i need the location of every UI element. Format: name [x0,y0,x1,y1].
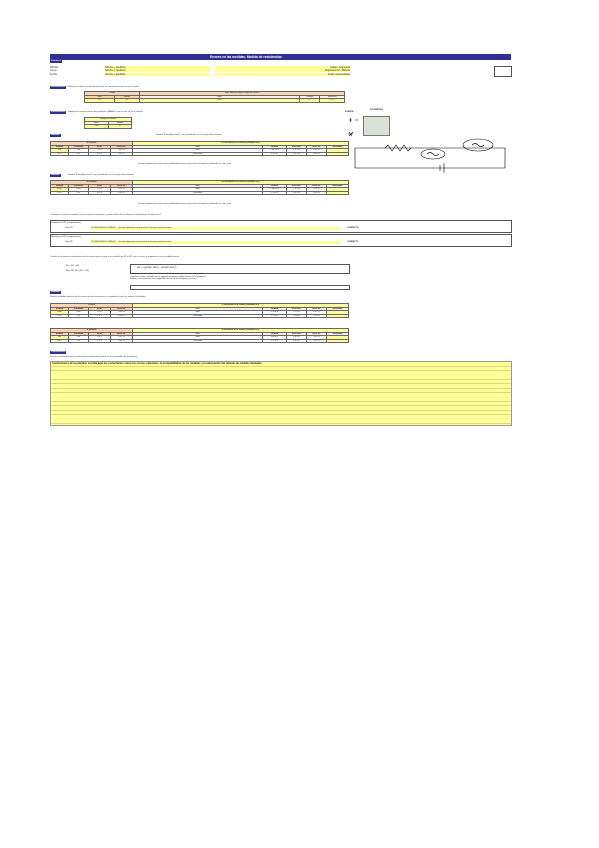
section-tag: Medidas [51,291,60,293]
meter-label: POLÍMETRO [370,109,384,111]
section-text: Realice 5 medidas de R1 con el polímetro en el rango seleccionado [156,134,222,136]
circuit-diagram [345,114,515,174]
circuit-wires [348,118,505,173]
formula-series: Rs = R1 + R2 [66,265,80,267]
conclusions-textarea[interactable] [50,361,512,426]
combo-answer-box[interactable] [130,285,350,290]
table-row: Rp ± 0.3 0.1 % 0.05 % Calculado ± 0.3 Ω ± 0.3 Ω 0.05 % [51,339,349,343]
measurement-table-parallel: R paralelo R calculada en la escala (OHMÍMETRO) Medida Promedio Error Error rel. Valor Medida Error abs. Error rel. Resultado 500 500 ± 0.3 0.05 % Valor 500.0 Ω ± 0.3 Ω 0.05 % Rp ± 0.3 0.1 % 0.05 % Calculado ± 0.3 Ω ± 0.3 Ω 0.05 % [50,328,349,343]
code-cell[interactable]: R1 [85,99,115,103]
name-field[interactable]: Nombre y apellidos [105,66,210,69]
source-label: FUENTE [345,111,354,113]
range-table: Rango de medida Valor Unidad 2 000 Ω [84,117,132,129]
measurement-table-r2: R2 directa R2 calculado en la escala (OHMÍMETRO) Medida Promedio Error Error rel. Valor Medida Error abs. Error rel. Resultado 1002 1002 ± 0.5 0.05 % Valor 1 000.0 Ω ± 0.5 Ω 0.05 % R2 ± 0.5 0.2 % 0.05 % Calculado ± 0.5 Ω ± 0.5 Ω 0.05 % [50,180,349,195]
table-row: R1 ± 0.5 0.2 % 0.05 % Calculado ± 0.5 Ω ± 0.5 Ω 0.05 % [51,152,349,156]
combo-intro: Calcule la resistencia equivalente de la asociación en serie y en paralelo de R1 y R2, con su error, y compárela con la medida directa [50,256,180,258]
conclusions-first-line: Conclusiones de la práctica: escriba aquí los comentarios sobre los errores obtenidos, la compatibilidad de las medidas y la adecuación del método de medida empleado [52,362,262,365]
compare-r2-box: Resistencia R2 (comparación) Valor R2 R2 MEDIDA EN EL RANGO … El valor obtenido está dentro de la tolerancia del fabricante CORRECTO [50,234,512,247]
degree-field[interactable]: Grado / Asignatura [215,66,350,69]
compare-r2-answer[interactable]: R2 MEDIDA EN EL RANGO … El valor obtenido está dentro de la tolerancia del fabricante [91,241,341,244]
section-tag: Instrucciones [51,86,66,88]
tolerance-cell[interactable]: ± 5 % [320,99,345,103]
grade-box[interactable] [494,66,512,77]
table-row: 500 500 ± 0.3 0.05 % Valor 500.0 Ω ± 0.3 Ω 0.05 % [51,336,349,340]
header-fields [50,66,470,76]
combo-notes: La propagación de errores se calcula mediante derivadas parciales de la expresión Compare el valor calculado con el obtenido mediante medida directa con el polímetro Indique si los resultados son compatibles dentro de los márgenes de error [130,273,206,281]
nominal-table: Código Valor nominal según código de colores Color Banda Valor Unidad Tolerancia R1 R2 1000 Ω ± 5 % [84,91,345,103]
value-cell[interactable]: 1000 [140,99,300,103]
code-cell[interactable]: R2 [115,99,140,103]
section-text: Realice 5 medidas de R2 con el polímetro en el rango seleccionado [68,174,134,176]
table-row: 1002 1002 ± 0.5 0.05 % Valor 1 000.0 Ω ± 0.5 Ω 0.05 % [51,188,349,192]
conclusions-text: Escriba a continuación las conclusiones obtenidas a partir de los resultados de la práctica [50,356,137,358]
range-value-cell[interactable]: 2 000 [85,125,109,129]
date-field[interactable]: Nombre y apellidos [105,73,210,76]
section-tag: Medidas [51,134,60,136]
table-row: 998 998 ± 0.5 0.05 % Valor 1 000.0 Ω ± 0.5 Ω 0.05 % [51,149,349,153]
compare-r1-answer[interactable]: R1 MEDIDA EN EL RANGO … El valor obtenido está dentro de la tolerancia del fabricante [91,227,341,230]
section-text: Realice medidas directas de la asociación de resistencias y compárelas con los valores calculados [50,296,146,298]
section-tag: Conclusiones [51,351,66,353]
table-row: R2 ± 0.5 0.2 % 0.05 % Calculado ± 0.5 Ω ± 0.5 Ω 0.05 % [51,191,349,195]
measurement-table-r1: R1 directa R1 calculado en la escala (OHMÍMETRO) Medida Promedio Error Error rel. Valor Medida Error abs. Error rel. Resultado 998 998 ± 0.5 0.05 % Valor 1 000.0 Ω ± 0.5 Ω 0.05 % R1 ± 0.5 0.2 % 0.05 % Calculado ± 0.5 Ω ± 0.5 Ω 0.05 % [50,141,349,156]
compare-r1-box: Resistencia R1 (comparación) Valor R1 R1 MEDIDA EN EL RANGO … El valor obtenido está dentro de la tolerancia del fabricante CORRECTO [50,220,512,233]
section-text: Rellene los datos de identificación de las resistencias que se van a medir [68,86,139,88]
table-note: Si una medida tiene más cifras significativas que la precisión del aparato, redondee el valor final [138,163,232,165]
table-row: Rs ± 1.0 0.1 % 0.05 % Calculado ± 1.0 Ω ± 1.0 Ω 0.05 % [51,314,349,318]
page-title: Errores en las medidas. Medida de resistencias [210,55,282,59]
section-text: Indique las características del polímetro (RANGO) con el que se va a trabajar [68,111,144,113]
field-row: Grupo Nombre y apellidos Departamento / Materia [50,69,350,73]
section-tag: Instrucciones [51,111,66,113]
range-unit-cell[interactable]: Ω [108,125,132,129]
speciality-field[interactable]: Grado / Especialidad [215,73,350,76]
unit-cell[interactable]: Ω [300,99,320,103]
department-field[interactable]: Departamento / Materia [215,69,350,72]
table-note: Si una medida tiene más cifras significativas que la precisión del aparato, redondee el valor final [138,203,232,205]
sheet-tab[interactable]: Práctica 1 [51,60,62,62]
title-bar [50,54,511,60]
field-row: Nombre Nombre y apellidos Grado / Asignatura [50,66,350,69]
table-row: 2000 2000 ± 1.0 0.05 % Valor 2 000 Ω ± 1.0 Ω 0.05 % [51,311,349,315]
formula-box: ΔR = √((∂R/∂R1·ΔR1)² + (∂R/∂R2·ΔR2)²) [130,264,350,274]
compare-intro: Compare los valores medidos con los valores nominales: ¿están dentro de la tolerancia indicada por el fabricante? [50,214,162,216]
group-field[interactable]: Nombre y apellidos [105,69,210,72]
measurement-table-series: R serie R calculada en la escala (OHMÍMETRO) Medida Promedio Error Error rel. Valor Medida Error abs. Error rel. Resultado 2000 2000 ± 1.0 0.05 % Valor 2 000 Ω ± 1.0 Ω 0.05 % Rs ± 1.0 0.1 % 0.05 % Calculado ± 1.0 Ω ± 1.0 Ω 0.05 % [50,303,349,318]
field-row: Fecha Nombre y apellidos Grado / Especialidad [50,72,350,76]
formula-parallel: Rp = R1·R2 / (R1 + R2) [66,270,89,272]
section-tag: Medidas [51,174,60,176]
